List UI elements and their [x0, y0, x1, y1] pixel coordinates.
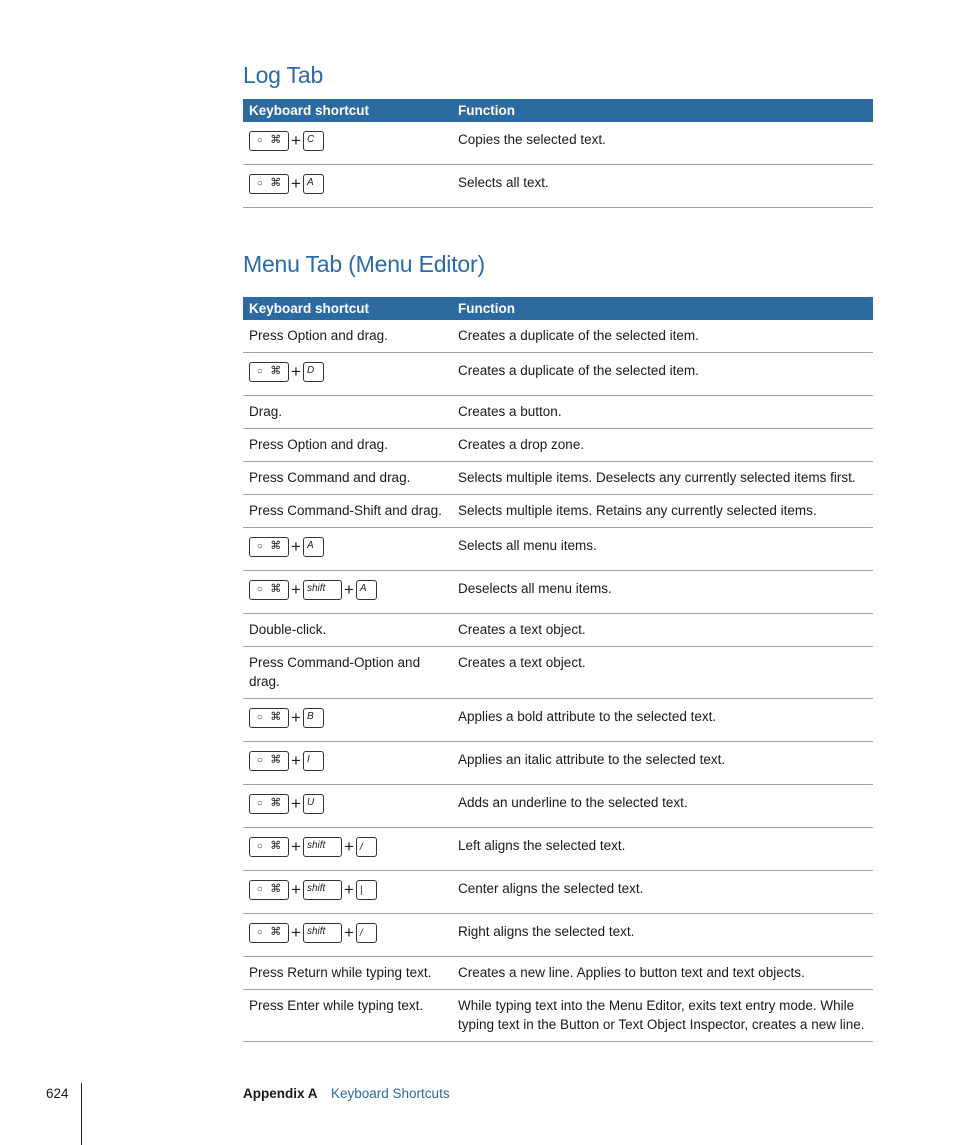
- log-tab-table: [243, 99, 873, 208]
- cmd-symbol-icon: ⌘: [270, 539, 282, 552]
- function-cell: Creates a button.: [452, 396, 873, 429]
- shortcut-text: Press Command and drag.: [249, 470, 411, 485]
- plus-sign: +: [291, 794, 301, 813]
- plus-sign: +: [291, 537, 301, 556]
- cmd-symbol-icon: ⌘: [270, 796, 282, 809]
- plus-sign: +: [291, 174, 301, 193]
- shortcut-cell: [243, 165, 452, 208]
- table-row: [243, 495, 873, 528]
- function-cell: While typing text into the Menu Editor, exits text entry mode. While typing text in the Button or Text Object Inspector, creates a new line.: [452, 990, 873, 1042]
- shortcut-cell: [243, 429, 452, 462]
- appendix-label: Appendix A: [243, 1086, 318, 1101]
- cmd-symbol-icon: ⌘: [270, 176, 282, 189]
- table-row: [243, 614, 873, 647]
- key-combo: [249, 747, 446, 774]
- command-key-icon: [249, 174, 289, 194]
- function-cell: Creates a duplicate of the selected item.: [452, 353, 873, 396]
- section-title: Menu Tab (Menu Editor): [243, 251, 485, 277]
- shortcut-text: Press Enter while typing text.: [249, 998, 424, 1013]
- command-key-icon: [249, 708, 289, 728]
- shift-key-icon: shift: [303, 880, 342, 900]
- function-cell: Selects all menu items.: [452, 528, 873, 571]
- shortcut-cell: [243, 614, 452, 647]
- letter-key: B: [303, 708, 324, 728]
- command-key-icon: [249, 580, 289, 600]
- shift-key-icon: shift: [303, 837, 342, 857]
- key-combo: [249, 919, 446, 946]
- shortcut-cell: [243, 699, 452, 742]
- shortcut-cell: [243, 353, 452, 396]
- plus-sign: +: [291, 923, 301, 942]
- table-header-row: [243, 99, 873, 122]
- letter-key: /: [356, 923, 377, 943]
- table-row: [243, 429, 873, 462]
- plus-sign: +: [291, 362, 301, 381]
- shortcut-cell: [243, 462, 452, 495]
- cmd-symbol-icon: ⌘: [270, 925, 282, 938]
- header-function: Function: [452, 99, 873, 122]
- function-cell: Creates a new line. Applies to button text and text objects.: [452, 957, 873, 990]
- table-row: [243, 571, 873, 614]
- apple-icon: ○: [256, 134, 263, 146]
- shortcut-cell: [243, 785, 452, 828]
- plus-sign: +: [343, 923, 354, 942]
- shortcut-cell: [243, 957, 452, 990]
- shortcut-cell: [243, 647, 452, 699]
- command-key-icon: [249, 837, 289, 857]
- cmd-symbol-icon: ⌘: [270, 133, 282, 146]
- command-key-icon: [249, 362, 289, 382]
- letter-key: A: [356, 580, 377, 600]
- table-row: [243, 957, 873, 990]
- plus-sign: +: [291, 751, 301, 770]
- cmd-symbol-icon: ⌘: [270, 710, 282, 723]
- apple-icon: ○: [256, 754, 263, 766]
- table-row: [243, 647, 873, 699]
- letter-key: I: [303, 751, 324, 771]
- table-row: [243, 320, 873, 353]
- cmd-symbol-icon: ⌘: [270, 582, 282, 595]
- command-key-icon: [249, 131, 289, 151]
- shortcut-cell: [243, 320, 452, 353]
- header-shortcut: Keyboard shortcut: [243, 99, 452, 122]
- shortcut-cell: [243, 871, 452, 914]
- function-cell: Applies an italic attribute to the selected text.: [452, 742, 873, 785]
- plus-sign: +: [343, 880, 354, 899]
- key-combo: [249, 704, 446, 731]
- function-cell: Left aligns the selected text.: [452, 828, 873, 871]
- header-function: Function: [452, 297, 873, 320]
- shortcut-text: Press Command-Option and drag.: [249, 655, 421, 689]
- menu-tab-table: [243, 297, 873, 1042]
- table-row: [243, 785, 873, 828]
- table-row: [243, 742, 873, 785]
- letter-key: C: [303, 131, 324, 151]
- table-row: [243, 871, 873, 914]
- menu-tab-section: [243, 251, 873, 1042]
- apple-icon: ○: [256, 583, 263, 595]
- function-cell: Creates a text object.: [452, 614, 873, 647]
- command-key-icon: [249, 537, 289, 557]
- letter-key: |: [356, 880, 377, 900]
- shortcut-cell: [243, 495, 452, 528]
- cmd-symbol-icon: ⌘: [270, 882, 282, 895]
- shortcut-cell: [243, 914, 452, 957]
- function-cell: Selects all text.: [452, 165, 873, 208]
- apple-icon: ○: [256, 840, 263, 852]
- key-combo: [249, 833, 446, 860]
- apple-icon: ○: [256, 926, 263, 938]
- key-combo: [249, 170, 446, 197]
- function-cell: Deselects all menu items.: [452, 571, 873, 614]
- table-row: [243, 990, 873, 1042]
- shortcut-text: Double-click.: [249, 622, 327, 637]
- shortcut-cell: [243, 571, 452, 614]
- table-row: [243, 353, 873, 396]
- function-cell: Right aligns the selected text.: [452, 914, 873, 957]
- letter-key: U: [303, 794, 324, 814]
- shortcut-text: Press Command-Shift and drag.: [249, 503, 442, 518]
- table-header-row: [243, 297, 873, 320]
- plus-sign: +: [343, 580, 354, 599]
- letter-key: D: [303, 362, 324, 382]
- function-cell: Copies the selected text.: [452, 122, 873, 165]
- function-cell: Creates a text object.: [452, 647, 873, 699]
- key-combo: [249, 876, 446, 903]
- table-row: [243, 828, 873, 871]
- shortcut-text: Press Option and drag.: [249, 328, 388, 343]
- function-cell: Applies a bold attribute to the selected text.: [452, 699, 873, 742]
- key-combo: [249, 533, 446, 560]
- letter-key: /: [356, 837, 377, 857]
- letter-key: A: [303, 537, 324, 557]
- table-row: [243, 699, 873, 742]
- cmd-symbol-icon: ⌘: [270, 753, 282, 766]
- shortcut-cell: [243, 396, 452, 429]
- apple-icon: ○: [256, 540, 263, 552]
- plus-sign: +: [343, 837, 354, 856]
- table-row: [243, 396, 873, 429]
- plus-sign: +: [291, 580, 301, 599]
- shortcut-cell: [243, 122, 452, 165]
- header-shortcut: Keyboard shortcut: [243, 297, 452, 320]
- apple-icon: ○: [256, 883, 263, 895]
- key-combo: [249, 127, 446, 154]
- apple-icon: ○: [256, 711, 263, 723]
- plus-sign: +: [291, 880, 301, 899]
- plus-sign: +: [291, 837, 301, 856]
- page-number: 624: [46, 1086, 69, 1101]
- letter-key: A: [303, 174, 324, 194]
- section-title: Log Tab: [243, 62, 324, 88]
- function-cell: Creates a drop zone.: [452, 429, 873, 462]
- shortcut-cell: [243, 528, 452, 571]
- plus-sign: +: [291, 131, 301, 150]
- table-row: [243, 122, 873, 165]
- table-row: [243, 462, 873, 495]
- shift-key-icon: shift: [303, 923, 342, 943]
- footer-divider: [81, 1083, 82, 1145]
- key-combo: [249, 790, 446, 817]
- table-row: [243, 914, 873, 957]
- shift-key-icon: shift: [303, 580, 342, 600]
- key-combo: [249, 576, 446, 603]
- table-row: [243, 528, 873, 571]
- log-tab-section: [243, 62, 873, 208]
- command-key-icon: [249, 923, 289, 943]
- shortcut-cell: [243, 828, 452, 871]
- shortcut-cell: [243, 990, 452, 1042]
- table-row: [243, 165, 873, 208]
- appendix-title: Keyboard Shortcuts: [331, 1086, 450, 1101]
- function-cell: Selects multiple items. Retains any currently selected items.: [452, 495, 873, 528]
- shortcut-text: Press Option and drag.: [249, 437, 388, 452]
- page-footer: [0, 1086, 954, 1145]
- command-key-icon: [249, 880, 289, 900]
- apple-icon: ○: [256, 365, 263, 377]
- shortcut-text: Press Return while typing text.: [249, 965, 432, 980]
- function-cell: Adds an underline to the selected text.: [452, 785, 873, 828]
- function-cell: Selects multiple items. Deselects any currently selected items first.: [452, 462, 873, 495]
- plus-sign: +: [291, 708, 301, 727]
- apple-icon: ○: [256, 177, 263, 189]
- function-cell: Creates a duplicate of the selected item.: [452, 320, 873, 353]
- cmd-symbol-icon: ⌘: [270, 839, 282, 852]
- apple-icon: ○: [256, 797, 263, 809]
- command-key-icon: [249, 751, 289, 771]
- function-cell: Center aligns the selected text.: [452, 871, 873, 914]
- command-key-icon: [249, 794, 289, 814]
- shortcut-text: Drag.: [249, 404, 283, 419]
- shortcut-cell: [243, 742, 452, 785]
- key-combo: [249, 358, 446, 385]
- cmd-symbol-icon: ⌘: [270, 364, 282, 377]
